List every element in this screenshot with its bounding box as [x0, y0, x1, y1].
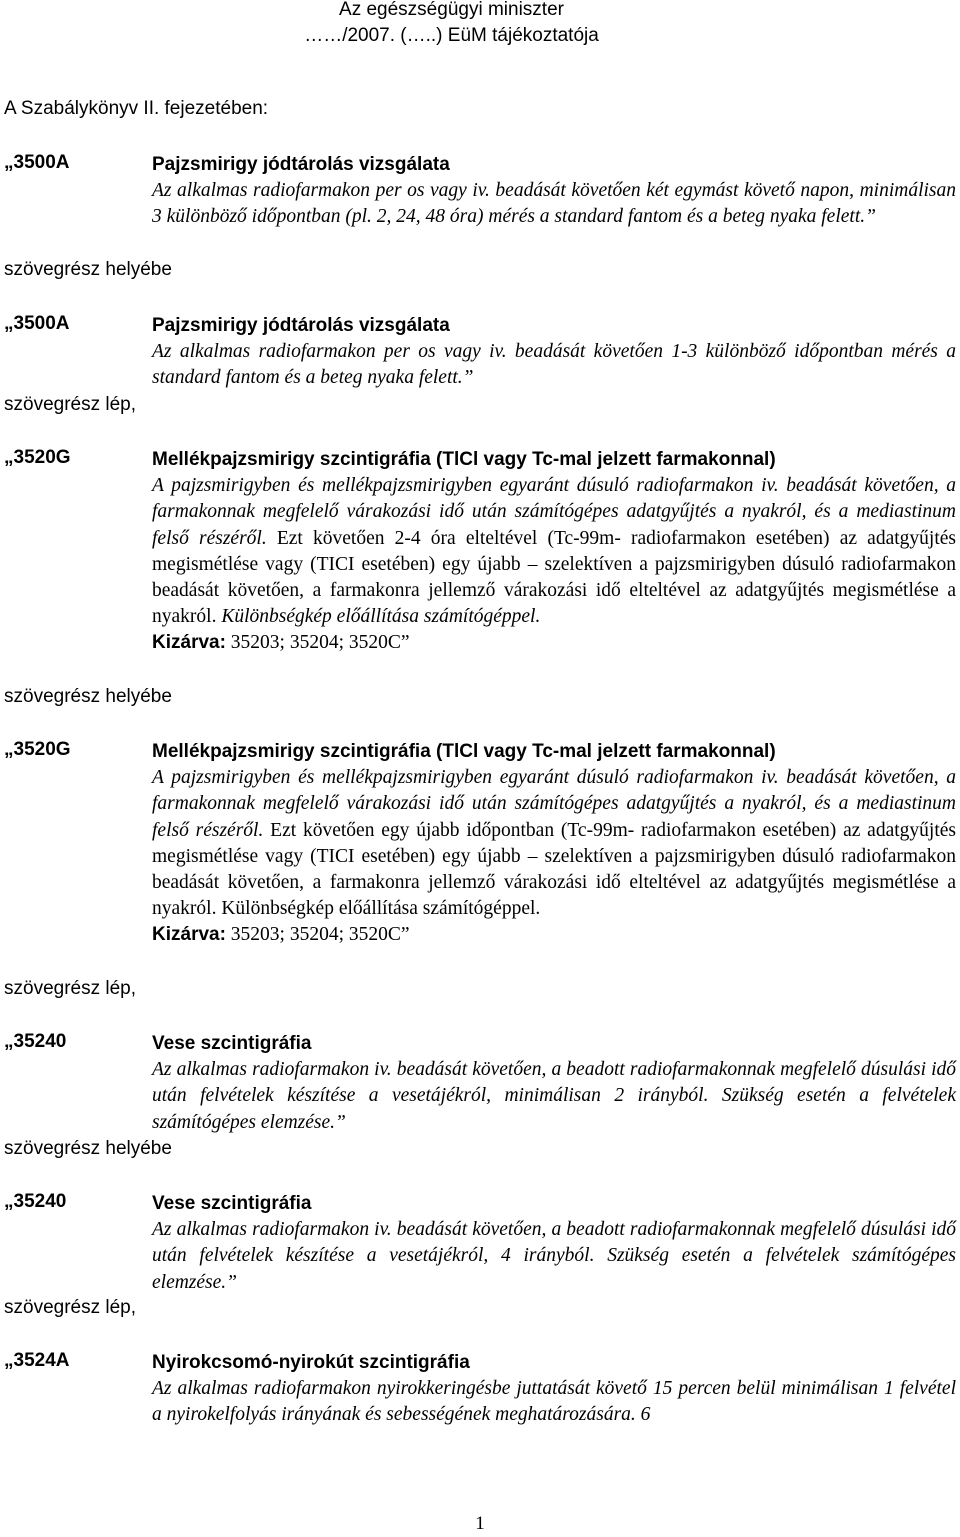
marker-insert: szövegrész lép,: [4, 394, 137, 415]
entry-title: Pajzsmirigy jódtárolás vizsgálata: [152, 154, 450, 175]
entry-content: [152, 739, 956, 949]
marker-replace: szövegrész helyébe: [4, 259, 172, 280]
entry-code: „3500A: [4, 313, 70, 334]
entry-content: [152, 1031, 956, 1136]
entry-body: Az alkalmas radiofarmakon iv. beadását követően, a beadott radiofarmakonnak megfelelő dúsulási idő után felvételek készítése a vesetájékról, 4 irányból. Szükség esetén a felvételek számítógépes elemzése.”: [152, 1219, 956, 1293]
entry-title: Pajzsmirigy jódtárolás vizsgálata: [152, 315, 450, 336]
header-line-2: ……/2007. (…..) EüM tájékoztatója: [304, 25, 599, 46]
entry-body: Az alkalmas radiofarmakon iv. beadását követően, a beadott radiofarmakonnak megfelelő dúsulási idő után felvételek készítése a vesetájékról, minimálisan 2 irányból. Szükség esetén a felvételek számítógépes elemzése.”: [152, 1059, 956, 1133]
entry-code: „35240: [4, 1031, 67, 1052]
entry-content: [152, 1191, 956, 1296]
header-line-1: Az egészségügyi miniszter: [339, 0, 564, 20]
entry-content: [152, 1350, 956, 1429]
entry-code: „3520G: [4, 739, 71, 760]
entry-exclusions: [152, 922, 956, 948]
entry-body: Az alkalmas radiofarmakon nyirokkeringésbe juttatását követő 15 percen belül minimálisan 1 felvétel a nyirokelfolyás irányának és sebességének meghatározására. 6: [152, 1378, 956, 1426]
entry-body: A pajzsmirigyben és mellékpajzsmirigyben egyaránt dúsuló radiofarmakon iv. beadását követően, a farmakonnak megfelelő várakozási idő után számítógépes adatgyűjtés a nyakról, és a mediastinum felső részéről.: [152, 475, 956, 549]
entry-code: „3500A: [4, 152, 70, 173]
entry-title: Mellékpajzsmirigy szcintigráfia (TlCl vagy Tc-mal jelzett farmakonnal): [152, 449, 776, 470]
exclusions-label: Kizárva:: [152, 924, 226, 946]
entry-exclusions: [152, 630, 956, 656]
entry-code: „35240: [4, 1191, 67, 1212]
marker-insert: szövegrész lép,: [4, 1297, 137, 1318]
entry-title: Nyirokcsomó-nyirokút szcintigráfia: [152, 1352, 470, 1373]
intro-text: A Szabálykönyv II. fejezetében:: [4, 98, 269, 119]
exclusions-value: 35203; 35204; 3520C”: [225, 924, 410, 946]
marker-replace: szövegrész helyébe: [4, 686, 172, 707]
entry-title: Vese szcintigráfia: [152, 1033, 312, 1054]
entry-content: [152, 313, 956, 392]
entry-body: Az alkalmas radiofarmakon per os vagy iv. beadását követően 1-3 különböző időpontban mérés a standard fantom és a beteg nyaka felett.”: [152, 341, 956, 389]
exclusions-value: 35203; 35204; 3520C”: [225, 632, 410, 654]
marker-insert: szövegrész lép,: [4, 978, 137, 999]
entry-title: Mellékpajzsmirigy szcintigráfia (TlCl vagy Tc-mal jelzett farmakonnal): [152, 741, 776, 762]
exclusions-label: Kizárva:: [152, 632, 226, 654]
entry-body: Az alkalmas radiofarmakon per os vagy iv. beadását követően két egymást követő napon, minimálisan 3 különböző időpontban (pl. 2, 24, 48 óra) mérés a standard fantom és a beteg nyaka felett.”: [152, 180, 956, 228]
entry-body: A pajzsmirigyben és mellékpajzsmirigyben egyaránt dúsuló radiofarmakon iv. beadását követően, a farmakonnak megfelelő várakozási idő után számítógépes adatgyűjtés a nyakról, és a mediastinum felső részéről.: [152, 767, 956, 841]
entry-content: [152, 152, 956, 231]
entry-body-end: Különbségkép előállítása számítógéppel.: [216, 606, 541, 628]
entry-title: Vese szcintigráfia: [152, 1193, 312, 1214]
entry-body-continued: Ezt követően egy újabb időpontban (Tc-99m- radiofarmakon esetében) az adatgyűjtés megismétlése vagy (TICI esetében) egy újabb – szelektíven a pajzsmirigyben dúsuló radiofarmakon beadását követően, a farmakonra jellemző várakozási idő elteltével az adatgyűjtés megismétlése a nyakról. Különbségkép előállítása számítógéppel.: [152, 819, 956, 920]
entry-content: [152, 447, 956, 657]
page-number: 1: [475, 1513, 485, 1534]
entry-code: „3524A: [4, 1350, 70, 1371]
entry-body-continued: Ezt követően 2-4 óra elteltével (Tc-99m- radiofarmakon esetében) az adatgyűjtés megismétlése vagy (TICI esetében) egy újabb – szelektíven a pajzsmirigyben dúsuló radiofarmakon beadását követően, a farmakonra jellemző várakozási idő elteltével az adatgyűjtés megismétlése a nyakról.: [152, 527, 956, 628]
marker-replace: szövegrész helyébe: [4, 1138, 172, 1159]
entry-code: „3520G: [4, 447, 71, 468]
